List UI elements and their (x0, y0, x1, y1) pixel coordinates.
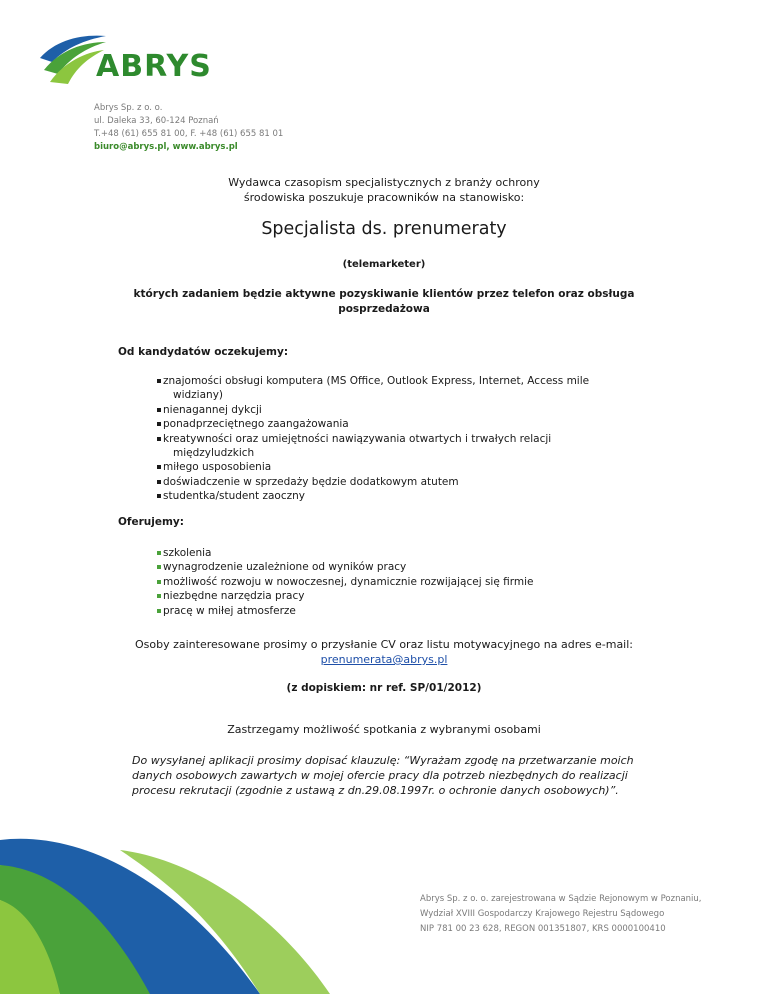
cta-email-link[interactable]: prenumerata@abrys.pl (320, 653, 448, 666)
list-item: nienagannej dykcji (157, 403, 627, 417)
list-item: możliwość rozwoju w nowoczesnej, dynamicznie rozwijającej się firmie (157, 575, 627, 589)
requirements-list (157, 374, 627, 504)
logo-text: ABRYS (96, 49, 212, 84)
cta-block (0, 637, 768, 667)
intro-text: Wydawca czasopism specjalistycznych z branży ochrony środowiska poszukuje pracowników na stanowisko: (228, 176, 540, 204)
list-item: kreatywności oraz umiejętności nawiązywania otwartych i trwałych relacji międzyludzkich (157, 432, 627, 461)
list-item: pracę w miłej atmosferze (157, 604, 627, 618)
footer-swoosh (0, 820, 768, 994)
list-item: doświadczenie w sprzedaży będzie dodatkowym atutem (157, 475, 627, 489)
footer-line-3: NIP 781 00 23 628, REGON 001351807, KRS 0000100410 (420, 924, 666, 934)
list-item: studentka/student zaoczny (157, 489, 627, 503)
reserve-note: Zastrzegamy możliwość spotkania z wybranymi osobami (227, 723, 541, 736)
list-item: niezbędne narzędzia pracy (157, 589, 627, 603)
abrys-logo (36, 30, 236, 90)
list-item: znajomości obsługi komputera (MS Office, Outlook Express, Internet, Access mile widziany) (157, 374, 627, 403)
cta-text: Osoby zainteresowane prosimy o przysłanie CV oraz listu motywacyjnego na adres e-mail: (135, 638, 633, 651)
company-phones: T.+48 (61) 655 81 00, F. +48 (61) 655 81 01 (94, 129, 284, 139)
job-title: Specjalista ds. prenumeraty (261, 219, 507, 239)
list-item: miłego usposobienia (157, 460, 627, 474)
footer-line-2: Wydział XVIII Gospodarczy Krajowego Rejestru Sądowego (420, 909, 665, 919)
reference-note: (z dopiskiem: nr ref. SP/01/2012) (286, 682, 482, 694)
company-address: ul. Daleka 33, 60-124 Poznań (94, 116, 219, 126)
offer-list (157, 546, 627, 618)
company-name: Abrys Sp. z o. o. (94, 103, 163, 113)
job-subtitle: (telemarketer) (342, 259, 426, 270)
job-description: których zadaniem będzie aktywne pozyskiwanie klientów przez telefon oraz obsługa posprzedażowa (133, 288, 635, 315)
footer-line-1: Abrys Sp. z o. o. zarejestrowana w Sądzie Rejonowym w Poznaniu, (420, 894, 702, 904)
requirements-heading: Od kandydatów oczekujemy: (118, 346, 289, 358)
list-item: szkolenia (157, 546, 627, 560)
company-email-www[interactable]: biuro@abrys.pl, www.abrys.pl (94, 142, 238, 152)
list-item: wynagrodzenie uzależnione od wyników pracy (157, 560, 627, 574)
list-item: ponadprzeciętnego zaangażowania (157, 417, 627, 431)
privacy-clause: Do wysyłanej aplikacji prosimy dopisać klauzulę: “Wyrażam zgodę na przetwarzanie moich danych osobowych zawartych w mojej ofercie pracy dla potrzeb niezbędnych do realizacji procesu rekrutacji (zgodnie z ustawą z dn.29.08.1997r. o ochronie danych osobowych)”. (132, 754, 634, 797)
offer-heading: Oferujemy: (118, 516, 184, 528)
